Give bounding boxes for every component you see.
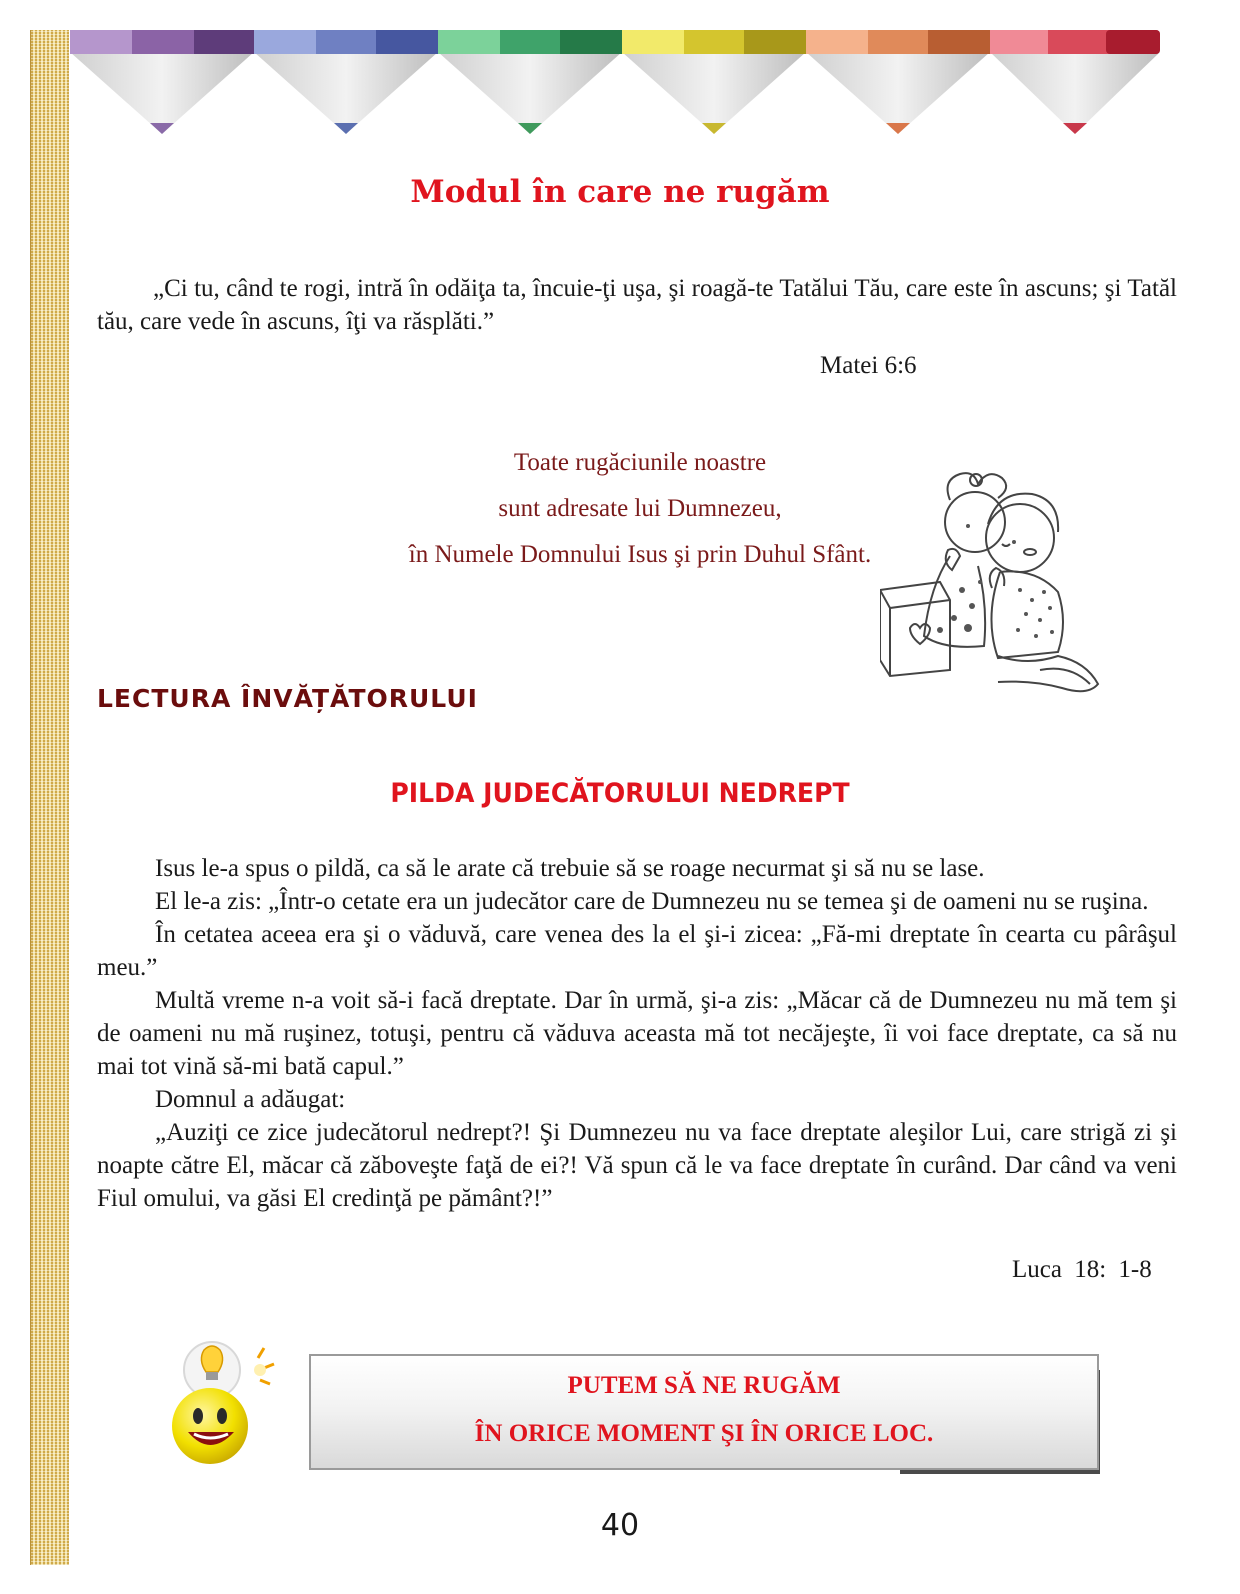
story-paragraph: „Auziţi ce zice judecătorul nedrept?! Şi Dumnezeu nu va face dreptate aleşilor Lui, care strigă zi şi noapte către El, măcar că zăboveşte faţă de ei?! Vă spun că le va face dreptate în curând. Dar când va veni Fiul omului, va găsi El credinţă pe pământ?!” [97,1119,1177,1212]
note-line: sunt adresate lui Dumnezeu, [498,495,782,522]
story-title: PILDA JUDECĂTORULUI NEDREPT [390,778,850,809]
bible-verse: „Ci tu, când te rogi, intră în odăiţa ta, încuie-ţi uşa, şi roagă-te Tatălui Tău, care este în ascuns; şi Tatăl tău, care vede în ascuns, îţi va răsplăti.” [97,275,1177,335]
story-paragraph: În cetatea aceea era şi o văduvă, care venea des la el şi-i zicea: „Fă-mi dreptate în cearta cu pârâşul meu.” [97,921,1177,981]
praying-children-icon [880,460,1106,710]
story-paragraph: Isus le-a spus o pildă, ca să le arate că trebuie să se roage necurmat şi să nu se lase. [155,855,985,882]
lightbulb-smiley-icon [160,1340,280,1470]
story-paragraph: El le-a zis: „Într-o cetate era un judecător care de Dumnezeu nu se temea şi de oameni nu se ruşina. [155,888,1149,915]
page-number: 40 [600,1508,640,1543]
callout-line: ÎN ORICE MOMENT ŞI ÎN ORICE LOC. [474,1420,934,1447]
pencil-border-icon [70,30,1160,140]
story-paragraph: Domnul a adăugat: [155,1086,346,1113]
story-text [97,852,1177,1215]
callout-box [309,1354,1099,1470]
callout-line: PUTEM SĂ NE RUGĂM [567,1372,841,1399]
prayer-note [300,440,980,578]
section-heading: LECTURA ÎNVĂȚĂTORULUI [97,684,478,713]
story-reference: Luca 18: 1-8 [1012,1256,1152,1283]
note-line: Toate rugăciunile noastre [513,449,767,476]
note-line: în Numele Domnului Isus şi prin Duhul Sfânt. [408,541,872,568]
page-title: Modul în care ne rugăm [410,174,830,210]
story-paragraph: Multă vreme n-a voit să-i facă dreptate. Dar în urmă, şi-a zis: „Măcar că de Dumnezeu nu mă tem şi de oameni nu mă ruşinez, totuşi, pentru că văduva aceasta mă tot necăjeşte, îi voi face dreptate, ca să nu mai tot vină să-mi bată capul.” [97,987,1177,1080]
verse-reference: Matei 6:6 [820,352,917,379]
